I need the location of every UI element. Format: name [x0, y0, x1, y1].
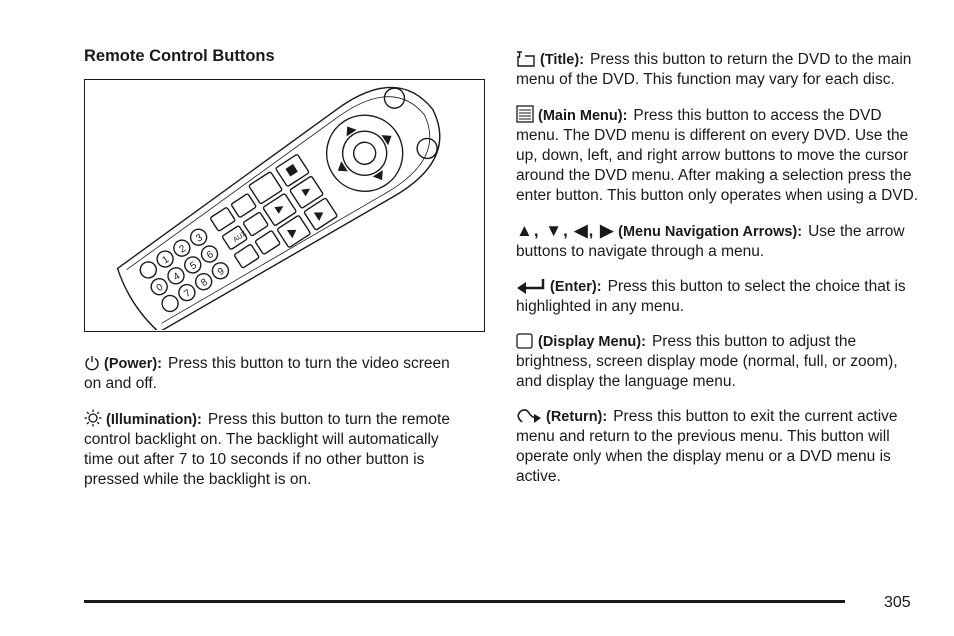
- title-label: (Title):: [540, 52, 585, 68]
- return-text: Press this button to exit the current active menu and return to the previous menu. This button will operate only when the display menu or a DVD menu is active.: [516, 408, 898, 485]
- navigation-arrows-label: (Menu Navigation Arrows):: [618, 224, 803, 240]
- key-2: 2: [177, 243, 188, 256]
- right-column: [516, 50, 921, 502]
- illumination-label: (Illumination):: [106, 412, 202, 428]
- key-9: 9: [215, 265, 227, 279]
- title-entry: [516, 50, 921, 90]
- key-5: 5: [188, 260, 199, 273]
- key-7: 7: [182, 287, 194, 300]
- enter-icon: [516, 278, 546, 294]
- enter-text: Press this button to select the choice that is highlighted in any menu.: [516, 278, 906, 315]
- key-1: 1: [160, 254, 172, 267]
- page-number: 305: [884, 594, 911, 611]
- illumination-entry: [84, 409, 469, 490]
- navigation-pad: [311, 84, 441, 207]
- key-3: 3: [194, 232, 205, 245]
- enter-label: (Enter):: [550, 279, 602, 295]
- illumination-text: Press this button to turn the remote control backlight on. The backlight will automatically time out after 7 to 10 seconds if no other button is pressed while the backlight is on.: [84, 411, 450, 488]
- navigation-arrows-icon: ▲, ▼, ◀, ▶: [516, 221, 615, 240]
- return-label: (Return):: [546, 409, 608, 425]
- power-text: Press this button to turn the video screen on and off.: [84, 355, 450, 392]
- display-menu-icon: [516, 333, 534, 349]
- main-menu-entry: [516, 105, 921, 206]
- key-8: 8: [199, 276, 210, 290]
- key-4: 4: [171, 270, 183, 284]
- display-menu-entry: [516, 332, 921, 392]
- main-menu-label: (Main Menu):: [538, 108, 628, 124]
- footer-rule: [84, 600, 845, 603]
- navigation-arrows-entry: [516, 221, 921, 262]
- return-icon: [516, 408, 542, 424]
- aux-label: AUX: [232, 230, 249, 244]
- power-entry: [84, 354, 469, 394]
- power-icon: [84, 355, 100, 371]
- key-0: 0: [154, 281, 166, 295]
- power-label: (Power):: [104, 356, 162, 372]
- remote-control-illustration: [84, 79, 485, 332]
- display-menu-text: Press this button to adjust the brightness, screen display mode (normal, full, or zoom), and display the language menu.: [516, 333, 898, 390]
- title-text: Press this button to return the DVD to the main menu of the DVD. This function may vary for each disc.: [516, 51, 912, 88]
- navigation-arrows-text: Use the arrow buttons to navigate through a menu.: [516, 223, 905, 260]
- main-menu-icon: [516, 105, 534, 123]
- display-menu-label: (Display Menu):: [538, 334, 646, 350]
- key-6: 6: [205, 249, 216, 262]
- left-column: [84, 46, 469, 80]
- enter-entry: [516, 277, 921, 317]
- title-icon: [516, 51, 536, 67]
- main-menu-text: Press this button to access the DVD menu. The DVD menu is different on every DVD. Use the up, down, left, and right arrow buttons to move the cursor around the DVD menu. After making a selection press the enter button. This button only operates when using a DVD.: [516, 107, 919, 204]
- left-descriptions: [84, 354, 469, 505]
- section-title: Remote Control Buttons: [84, 47, 275, 65]
- illumination-icon: [84, 409, 102, 427]
- return-entry: [516, 407, 921, 487]
